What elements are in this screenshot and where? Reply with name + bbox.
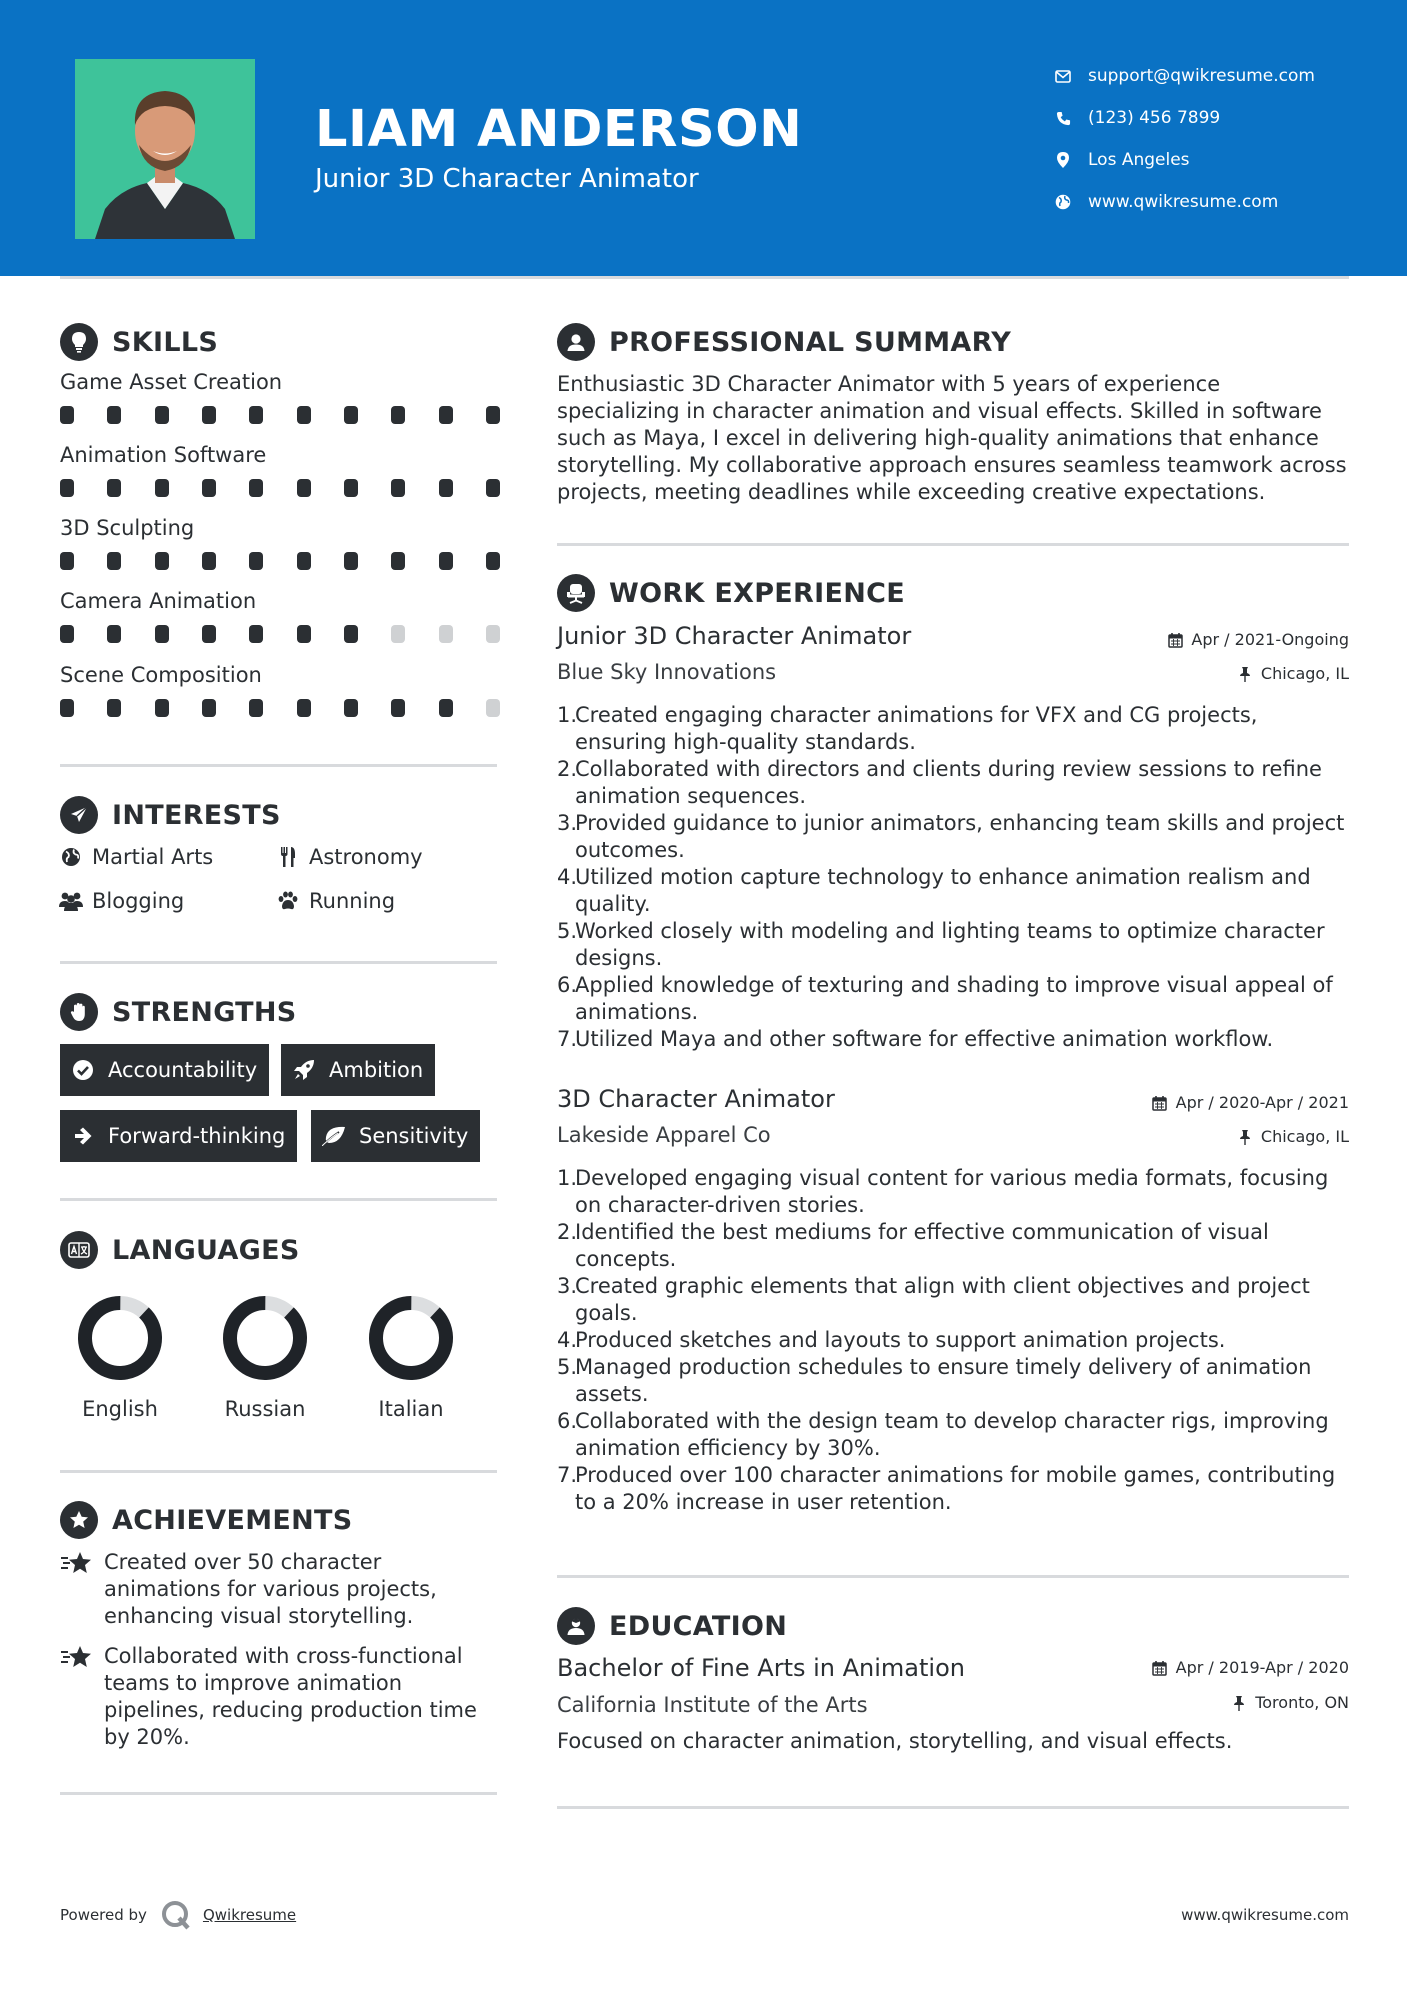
rating-dot-filled — [344, 699, 358, 717]
education-location — [1230, 1693, 1349, 1712]
responsibility-item — [557, 1026, 1347, 1053]
rating-dot-filled — [107, 699, 121, 717]
pushpin-icon — [1236, 665, 1254, 683]
list-number: 5. — [557, 1355, 578, 1379]
interest-item — [275, 845, 423, 869]
skill-label: Camera Animation — [60, 589, 257, 613]
responsibility-text: Provided guidance to junior animators, enhancing team skills and project outcomes. — [575, 811, 1345, 862]
language-item — [50, 1295, 190, 1421]
job-location — [1236, 1127, 1349, 1146]
rating-dot-filled — [202, 406, 216, 424]
job-location-text: Chicago, IL — [1260, 664, 1349, 683]
rating-dot-filled — [155, 552, 169, 570]
rating-dot-filled — [439, 552, 453, 570]
ring-fill — [222, 1295, 308, 1381]
interest-item — [58, 845, 213, 869]
achievement-item — [60, 1643, 500, 1751]
rating-dot-filled — [344, 552, 358, 570]
interests-title: INTERESTS — [112, 799, 281, 831]
strength-chip — [60, 1110, 297, 1162]
rating-dot-filled — [202, 699, 216, 717]
paw-icon — [275, 889, 301, 913]
arrow-right-icon — [70, 1123, 96, 1149]
skill-item — [60, 516, 500, 570]
rating-dot-filled — [202, 625, 216, 643]
header-divider — [60, 276, 1349, 279]
languages-title: LANGUAGES — [112, 1234, 300, 1266]
users-icon — [58, 889, 84, 913]
job-title: 3D Character Animator — [557, 1085, 835, 1113]
list-number: 2. — [557, 757, 578, 781]
calendar-icon — [1151, 1659, 1169, 1677]
responsibility-item — [557, 1408, 1347, 1462]
star-icon — [60, 1643, 94, 1673]
strengths-heading — [60, 993, 297, 1031]
strength-label: Accountability — [108, 1058, 258, 1082]
user-icon — [557, 323, 595, 361]
rating-dot-filled — [249, 552, 263, 570]
strength-chip — [311, 1110, 480, 1162]
education-dates — [1151, 1658, 1349, 1677]
education-divider — [557, 1806, 1349, 1809]
office-chair-icon — [557, 574, 595, 612]
rating-dot-filled — [107, 552, 121, 570]
job-responsibilities — [557, 1165, 1347, 1516]
pushpin-icon — [1230, 1694, 1248, 1712]
skill-item — [60, 663, 500, 717]
rating-dot-filled — [155, 625, 169, 643]
rating-dot-filled — [297, 699, 311, 717]
languages-divider — [60, 1470, 497, 1473]
summary-text: Enthusiastic 3D Character Animator with 5 years of experience specializing in character animation and visual effects. Skilled in software such as Maya, I excel in delivering high-quality animations that enhance storytelling. My collaborative approach ensures seamless teamwork across projects, meeting deadlines while exceeding creative expectations. — [557, 372, 1347, 504]
rating-dot-filled — [60, 479, 74, 497]
education-heading — [557, 1607, 787, 1645]
rating-dot-filled — [486, 406, 500, 424]
rating-dot-filled — [439, 479, 453, 497]
language-proficiency-ring — [222, 1295, 308, 1381]
rating-dot-filled — [391, 406, 405, 424]
ring-fill — [77, 1295, 163, 1381]
star-badge-icon — [60, 1501, 98, 1539]
map-pin-icon — [1052, 149, 1074, 171]
rating-dot-filled — [439, 406, 453, 424]
check-circle-icon — [70, 1057, 96, 1083]
job-location — [1236, 664, 1349, 683]
rating-dot-filled — [60, 699, 74, 717]
interest-item — [58, 889, 184, 913]
responsibility-item — [557, 1219, 1347, 1273]
education-title: EDUCATION — [609, 1610, 788, 1642]
language-proficiency-ring — [77, 1295, 163, 1381]
rating-dot-filled — [155, 406, 169, 424]
responsibility-item — [557, 756, 1347, 810]
responsibility-text: Created engaging character animations for VFX and CG projects, ensuring high-quality standards. — [575, 703, 1258, 754]
job-responsibilities — [557, 702, 1347, 1053]
interest-label: Astronomy — [309, 845, 423, 869]
rating-dot-empty — [391, 625, 405, 643]
rating-dot-filled — [391, 479, 405, 497]
responsibility-item — [557, 810, 1347, 864]
interest-item — [275, 889, 395, 913]
language-item — [195, 1295, 335, 1421]
rating-dot-filled — [155, 699, 169, 717]
rating-dot-filled — [249, 406, 263, 424]
skills-heading — [60, 323, 218, 361]
language-label: Italian — [378, 1397, 444, 1421]
interest-label: Blogging — [92, 889, 185, 913]
rating-dot-filled — [202, 479, 216, 497]
globe-icon — [58, 845, 84, 869]
list-number: 6. — [557, 973, 578, 997]
job-company: Blue Sky Innovations — [557, 660, 777, 684]
responsibility-text: Applied knowledge of texturing and shading to improve visual appeal of animations. — [575, 973, 1333, 1024]
paper-plane-icon — [60, 796, 98, 834]
rating-dot-filled — [344, 625, 358, 643]
lightbulb-icon — [60, 323, 98, 361]
summary-divider — [557, 543, 1349, 546]
rating-dot-filled — [297, 552, 311, 570]
rating-dot-filled — [107, 625, 121, 643]
skill-item — [60, 589, 500, 643]
experience-title: WORK EXPERIENCE — [609, 577, 905, 609]
calendar-icon — [1151, 1094, 1169, 1112]
responsibility-item — [557, 918, 1347, 972]
rating-dot-filled — [155, 479, 169, 497]
rating-dot-filled — [486, 479, 500, 497]
contact-website[interactable] — [1052, 181, 1315, 223]
school-name: California Institute of the Arts — [557, 1693, 868, 1717]
responsibility-text: Identified the best mediums for effective communication of visual concepts. — [575, 1220, 1269, 1271]
responsibility-text: Produced sketches and layouts to support animation projects. — [575, 1328, 1226, 1352]
rating-dot-filled — [391, 552, 405, 570]
rating-dot-filled — [60, 406, 74, 424]
hand-icon — [60, 993, 98, 1031]
contact-email-text: support@qwikresume.com — [1088, 66, 1315, 86]
contact-phone[interactable] — [1052, 97, 1315, 139]
skill-rating — [60, 406, 500, 424]
candidate-name: LIAM ANDERSON — [315, 100, 803, 159]
rating-dot-empty — [486, 625, 500, 643]
strengths-title: STRENGTHS — [112, 996, 297, 1028]
profile-photo — [75, 59, 255, 239]
rating-dot-filled — [107, 406, 121, 424]
skill-rating — [60, 699, 500, 717]
achievement-text: Created over 50 character animations for various projects, enhancing visual storytelling. — [104, 1550, 437, 1628]
qwikresume-logo — [161, 1900, 191, 1930]
skill-rating — [60, 625, 500, 643]
contact-location-text: Los Angeles — [1088, 150, 1190, 170]
job-title: Junior 3D Character Animator — [557, 622, 912, 650]
rating-dot-filled — [249, 625, 263, 643]
skill-rating — [60, 479, 500, 497]
rating-dot-filled — [249, 479, 263, 497]
strength-chip — [281, 1044, 435, 1096]
list-number: 5. — [557, 919, 578, 943]
education-description: Focused on character animation, storytelling, and visual effects. — [557, 1729, 1233, 1753]
skill-item — [60, 370, 500, 424]
rocket-icon — [291, 1057, 317, 1083]
skill-label: Scene Composition — [60, 663, 262, 687]
rating-dot-filled — [486, 552, 500, 570]
strength-label: Sensitivity — [359, 1124, 469, 1148]
responsibility-text: Utilized motion capture technology to enhance animation realism and quality. — [575, 865, 1311, 916]
list-number: 3. — [557, 1274, 578, 1298]
calendar-icon — [1166, 631, 1184, 649]
responsibility-item — [557, 1273, 1347, 1327]
footer-branding — [60, 1900, 296, 1930]
interest-label: Running — [309, 889, 396, 913]
responsibility-item — [557, 702, 1347, 756]
list-number: 4. — [557, 1328, 578, 1352]
rating-dot-empty — [486, 699, 500, 717]
list-number: 4. — [557, 865, 578, 889]
rating-dot-filled — [344, 406, 358, 424]
language-label: English — [82, 1397, 158, 1421]
leaf-icon — [321, 1123, 347, 1149]
rating-dot-filled — [297, 406, 311, 424]
strengths-divider — [60, 1198, 497, 1201]
rating-dot-filled — [344, 479, 358, 497]
responsibility-text: Managed production schedules to ensure timely delivery of animation assets. — [575, 1355, 1312, 1406]
footer-url[interactable]: www.qwikresume.com — [1181, 1906, 1349, 1924]
interests-heading — [60, 796, 281, 834]
education-location-text: Toronto, ON — [1255, 1693, 1349, 1712]
ring-fill — [368, 1295, 454, 1381]
list-number: 2. — [557, 1220, 578, 1244]
rating-dot-filled — [297, 625, 311, 643]
skills-divider — [60, 764, 497, 767]
contact-list — [1052, 55, 1315, 223]
envelope-icon — [1052, 65, 1074, 87]
list-number: 1. — [557, 1166, 578, 1190]
powered-by-text: Powered by — [60, 1906, 147, 1924]
summary-heading — [557, 323, 1011, 361]
responsibility-text: Collaborated with the design team to develop character rigs, improving animation efficiency by 30%. — [575, 1409, 1329, 1460]
resume-header — [0, 0, 1407, 276]
job-dates — [1166, 630, 1349, 649]
candidate-role: Junior 3D Character Animator — [315, 164, 699, 194]
strength-chip — [60, 1044, 269, 1096]
rating-dot-filled — [391, 699, 405, 717]
experience-divider — [557, 1575, 1349, 1578]
skill-item — [60, 443, 500, 497]
globe-icon — [1052, 191, 1074, 213]
responsibility-item — [557, 972, 1347, 1026]
responsibility-text: Created graphic elements that align with client objectives and project goals. — [575, 1274, 1310, 1325]
responsibility-item — [557, 1462, 1347, 1516]
list-number: 7. — [557, 1027, 578, 1051]
responsibility-item — [557, 864, 1347, 918]
rating-dot-filled — [60, 625, 74, 643]
education-dates-text: Apr / 2019-Apr / 2020 — [1175, 1658, 1349, 1677]
phone-icon — [1052, 107, 1074, 129]
list-number: 1. — [557, 703, 578, 727]
list-number: 3. — [557, 811, 578, 835]
strength-label: Forward-thinking — [108, 1124, 286, 1148]
rating-dot-filled — [297, 479, 311, 497]
job-dates-text: Apr / 2020-Apr / 2021 — [1175, 1093, 1349, 1112]
utensils-icon — [275, 845, 301, 869]
language-item — [341, 1295, 481, 1421]
strength-label: Ambition — [329, 1058, 424, 1082]
responsibility-text: Utilized Maya and other software for effective animation workflow. — [575, 1027, 1274, 1051]
job-dates — [1151, 1093, 1349, 1112]
experience-heading — [557, 574, 905, 612]
degree-title: Bachelor of Fine Arts in Animation — [557, 1654, 965, 1682]
rating-dot-filled — [107, 479, 121, 497]
summary-title: PROFESSIONAL SUMMARY — [609, 326, 1012, 358]
rating-dot-filled — [202, 552, 216, 570]
rating-dot-filled — [249, 699, 263, 717]
responsibility-item — [557, 1165, 1347, 1219]
job-dates-text: Apr / 2021-Ongoing — [1191, 630, 1349, 649]
graduate-icon — [557, 1607, 595, 1645]
contact-location — [1052, 139, 1315, 181]
languages-heading — [60, 1231, 300, 1269]
achievements-title: ACHIEVEMENTS — [112, 1504, 353, 1536]
language-proficiency-ring — [368, 1295, 454, 1381]
achievements-heading — [60, 1501, 353, 1539]
skill-label: 3D Sculpting — [60, 516, 195, 540]
responsibility-text: Collaborated with directors and clients during review sessions to refine animation sequences. — [575, 757, 1322, 808]
qwikresume-link[interactable]: Qwikresume — [202, 1906, 297, 1924]
list-number: 7. — [557, 1463, 578, 1487]
language-icon — [60, 1231, 98, 1269]
skill-label: Game Asset Creation — [60, 370, 283, 394]
contact-email[interactable] — [1052, 55, 1315, 97]
responsibility-text: Developed engaging visual content for various media formats, focusing on character-driven stories. — [575, 1166, 1329, 1217]
interest-label: Martial Arts — [92, 845, 214, 869]
language-label: Russian — [224, 1397, 306, 1421]
job-company: Lakeside Apparel Co — [557, 1123, 771, 1147]
rating-dot-empty — [439, 625, 453, 643]
star-icon — [60, 1549, 94, 1579]
achievement-item — [60, 1549, 500, 1630]
responsibility-item — [557, 1327, 1347, 1354]
skill-rating — [60, 552, 500, 570]
contact-phone-text: (123) 456 7899 — [1088, 108, 1221, 128]
skill-label: Animation Software — [60, 443, 267, 467]
achievements-divider — [60, 1792, 497, 1795]
contact-website-text: www.qwikresume.com — [1088, 192, 1279, 212]
rating-dot-filled — [60, 552, 74, 570]
pushpin-icon — [1236, 1128, 1254, 1146]
responsibility-text: Worked closely with modeling and lighting teams to optimize character designs. — [575, 919, 1325, 970]
rating-dot-filled — [439, 699, 453, 717]
achievement-text: Collaborated with cross-functional teams to improve animation pipelines, reducing production time by 20%. — [104, 1644, 477, 1749]
skills-title: SKILLS — [112, 326, 219, 358]
interests-divider — [60, 961, 497, 964]
responsibility-item — [557, 1354, 1347, 1408]
responsibility-text: Produced over 100 character animations for mobile games, contributing to a 20% increase in user retention. — [575, 1463, 1336, 1514]
list-number: 6. — [557, 1409, 578, 1433]
job-location-text: Chicago, IL — [1260, 1127, 1349, 1146]
